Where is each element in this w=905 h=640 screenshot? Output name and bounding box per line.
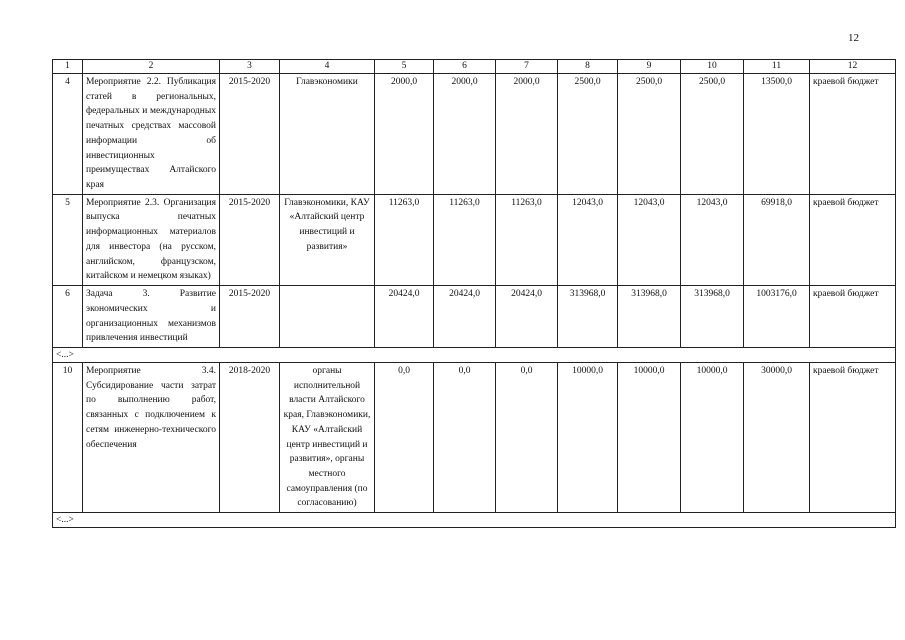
executor: Главэкономики, КАУ «Алтайский центр инвестиций и развития» bbox=[280, 194, 375, 285]
value-cell: 10000,0 bbox=[618, 362, 681, 512]
col-header: 9 bbox=[618, 60, 681, 74]
col-header: 10 bbox=[681, 60, 744, 74]
executor bbox=[280, 286, 375, 348]
value-cell: 11263,0 bbox=[375, 194, 434, 285]
budget-table bbox=[52, 59, 896, 528]
value-cell: 69918,0 bbox=[744, 194, 810, 285]
col-header: 8 bbox=[558, 60, 618, 74]
funding-source: краевой бюджет bbox=[810, 362, 896, 512]
period: 2015-2020 bbox=[220, 286, 280, 348]
omission-row bbox=[53, 347, 896, 362]
col-header: 5 bbox=[375, 60, 434, 74]
col-header: 3 bbox=[220, 60, 280, 74]
measure-name: Мероприятие 3.4. Субсидирование части затрат по выполнению работ, связанных с подключением к сетям инженерно-технического обеспечения bbox=[83, 362, 220, 512]
value-cell: 2500,0 bbox=[558, 74, 618, 195]
omission-marker: <...> bbox=[53, 513, 896, 528]
table-row bbox=[53, 74, 896, 195]
value-cell: 0,0 bbox=[434, 362, 496, 512]
value-cell: 12043,0 bbox=[558, 194, 618, 285]
value-cell: 2500,0 bbox=[681, 74, 744, 195]
funding-source: краевой бюджет bbox=[810, 286, 896, 348]
value-cell: 11263,0 bbox=[434, 194, 496, 285]
measure-name: Мероприятие 2.2. Публикация статей в региональных, федеральных и международных печатных средствах массовой информации об инвестиционных преимуществах Алтайского края bbox=[83, 74, 220, 195]
col-header: 7 bbox=[496, 60, 558, 74]
period: 2018-2020 bbox=[220, 362, 280, 512]
table-row bbox=[53, 194, 896, 285]
value-cell: 20424,0 bbox=[434, 286, 496, 348]
value-cell: 0,0 bbox=[375, 362, 434, 512]
omission-row bbox=[53, 513, 896, 528]
col-header: 12 bbox=[810, 60, 896, 74]
value-cell: 10000,0 bbox=[558, 362, 618, 512]
col-header: 2 bbox=[83, 60, 220, 74]
col-header: 1 bbox=[53, 60, 83, 74]
value-cell: 30000,0 bbox=[744, 362, 810, 512]
value-cell: 12043,0 bbox=[618, 194, 681, 285]
row-number: 10 bbox=[53, 362, 83, 512]
page-number: 12 bbox=[848, 32, 859, 44]
row-number: 6 bbox=[53, 286, 83, 348]
value-cell: 2000,0 bbox=[496, 74, 558, 195]
measure-name: Мероприятие 2.3. Организация выпуска печатных информационных материалов для инвестора (на русском, английском, французском, китайском и немецком языках) bbox=[83, 194, 220, 285]
col-header: 11 bbox=[744, 60, 810, 74]
row-number: 4 bbox=[53, 74, 83, 195]
value-cell: 313968,0 bbox=[681, 286, 744, 348]
value-cell: 20424,0 bbox=[496, 286, 558, 348]
header-row bbox=[53, 60, 896, 74]
value-cell: 1003176,0 bbox=[744, 286, 810, 348]
value-cell: 20424,0 bbox=[375, 286, 434, 348]
period: 2015-2020 bbox=[220, 74, 280, 195]
omission-marker: <...> bbox=[53, 347, 896, 362]
value-cell: 0,0 bbox=[496, 362, 558, 512]
period: 2015-2020 bbox=[220, 194, 280, 285]
col-header: 4 bbox=[280, 60, 375, 74]
value-cell: 12043,0 bbox=[681, 194, 744, 285]
table-row bbox=[53, 286, 896, 348]
value-cell: 313968,0 bbox=[618, 286, 681, 348]
value-cell: 11263,0 bbox=[496, 194, 558, 285]
value-cell: 313968,0 bbox=[558, 286, 618, 348]
value-cell: 13500,0 bbox=[744, 74, 810, 195]
funding-source: краевой бюджет bbox=[810, 74, 896, 195]
row-number: 5 bbox=[53, 194, 83, 285]
value-cell: 2000,0 bbox=[434, 74, 496, 195]
executor: органы исполнительной власти Алтайского края, Главэкономики, КАУ «Алтайский центр инвестиций и развития», органы местного самоуправления (по согласованию) bbox=[280, 362, 375, 512]
executor: Главэкономики bbox=[280, 74, 375, 195]
table-row bbox=[53, 362, 896, 512]
value-cell: 10000,0 bbox=[681, 362, 744, 512]
col-header: 6 bbox=[434, 60, 496, 74]
funding-source: краевой бюджет bbox=[810, 194, 896, 285]
value-cell: 2000,0 bbox=[375, 74, 434, 195]
measure-name: Задача 3. Развитие экономических и организационных механизмов привлечения инвестиций bbox=[83, 286, 220, 348]
value-cell: 2500,0 bbox=[618, 74, 681, 195]
